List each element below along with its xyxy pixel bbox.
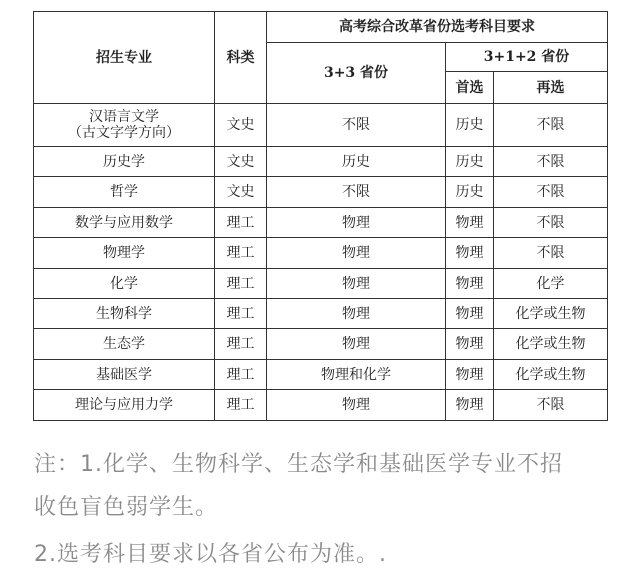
second-choice-cell: 化学或生物 [494,360,608,390]
major-cell: 历史学 [34,147,215,177]
second-choice-cell: 不限 [494,147,608,177]
category-cell: 理工 [215,390,267,421]
category-cell: 理工 [215,269,267,299]
header-mode-3-1-2: 3+1+2 省份 [446,43,608,72]
header-second-choice: 再选 [494,72,608,104]
second-choice-cell: 化学或生物 [494,329,608,360]
second-choice-cell: 不限 [494,390,608,421]
first-choice-cell: 物理 [446,269,494,299]
table-row [34,238,608,269]
category-cell: 理工 [215,329,267,360]
category-cell: 文史 [215,104,267,147]
category-cell: 理工 [215,208,267,238]
major-cell: 生物科学 [34,299,215,329]
major-cell: 基础医学 [34,360,215,390]
major-cell: 哲学 [34,177,215,208]
table-row [34,299,608,329]
req-3-3-cell: 物理 [267,269,446,299]
category-cell: 理工 [215,299,267,329]
table-row [34,208,608,238]
second-choice-cell: 化学或生物 [494,299,608,329]
subject-requirements-table-container [33,11,607,421]
first-choice-cell: 物理 [446,329,494,360]
req-3-3-cell: 物理和化学 [267,360,446,390]
table-row [34,147,608,177]
category-cell: 理工 [215,360,267,390]
header-first-choice: 首选 [446,72,494,104]
second-choice-cell: 不限 [494,208,608,238]
major-cell: 生态学 [34,329,215,360]
major-cell: 化学 [34,269,215,299]
major-cell: 数学与应用数学 [34,208,215,238]
first-choice-cell: 历史 [446,104,494,147]
major-cell: 理论与应用力学 [34,390,215,421]
req-3-3-cell: 历史 [267,147,446,177]
major-direction: （古文字学方向） [68,125,180,141]
first-choice-cell: 物理 [446,238,494,269]
note-line-1: 注：1.化学、生物科学、生态学和基础医学专业不招 [34,452,563,477]
header-requirement: 高考综合改革省份选考科目要求 [267,12,608,43]
table-row [34,360,608,390]
major-cell: 物理学 [34,238,215,269]
first-choice-cell: 物理 [446,299,494,329]
req-3-3-cell: 物理 [267,299,446,329]
header-mode-3-3: 3+3 省份 [267,43,446,104]
req-3-3-cell: 不限 [267,104,446,147]
header-major: 招生专业 [34,12,215,104]
category-cell: 文史 [215,147,267,177]
table-row [34,329,608,360]
table-row [34,269,608,299]
note-line-2: 收色盲色弱学生。 [34,495,219,520]
category-cell: 理工 [215,238,267,269]
second-choice-cell: 化学 [494,269,608,299]
req-3-3-cell: 不限 [267,177,446,208]
note-line-3: 2.选考科目要求以各省公布为准。. [34,542,387,567]
req-3-3-cell: 物理 [267,238,446,269]
first-choice-cell: 物理 [446,360,494,390]
req-3-3-cell: 物理 [267,390,446,421]
major-name: 汉语言文学 [89,109,159,125]
category-cell: 文史 [215,177,267,208]
req-3-3-cell: 物理 [267,208,446,238]
header-category: 科类 [215,12,267,104]
first-choice-cell: 历史 [446,177,494,208]
table-row [34,177,608,208]
table-row [34,104,608,147]
req-3-3-cell: 物理 [267,329,446,360]
second-choice-cell: 不限 [494,238,608,269]
first-choice-cell: 物理 [446,390,494,421]
major-cell [34,104,215,147]
table-row [34,390,608,421]
second-choice-cell: 不限 [494,177,608,208]
first-choice-cell: 物理 [446,208,494,238]
first-choice-cell: 历史 [446,147,494,177]
subject-requirements-table [33,11,608,421]
second-choice-cell: 不限 [494,104,608,147]
